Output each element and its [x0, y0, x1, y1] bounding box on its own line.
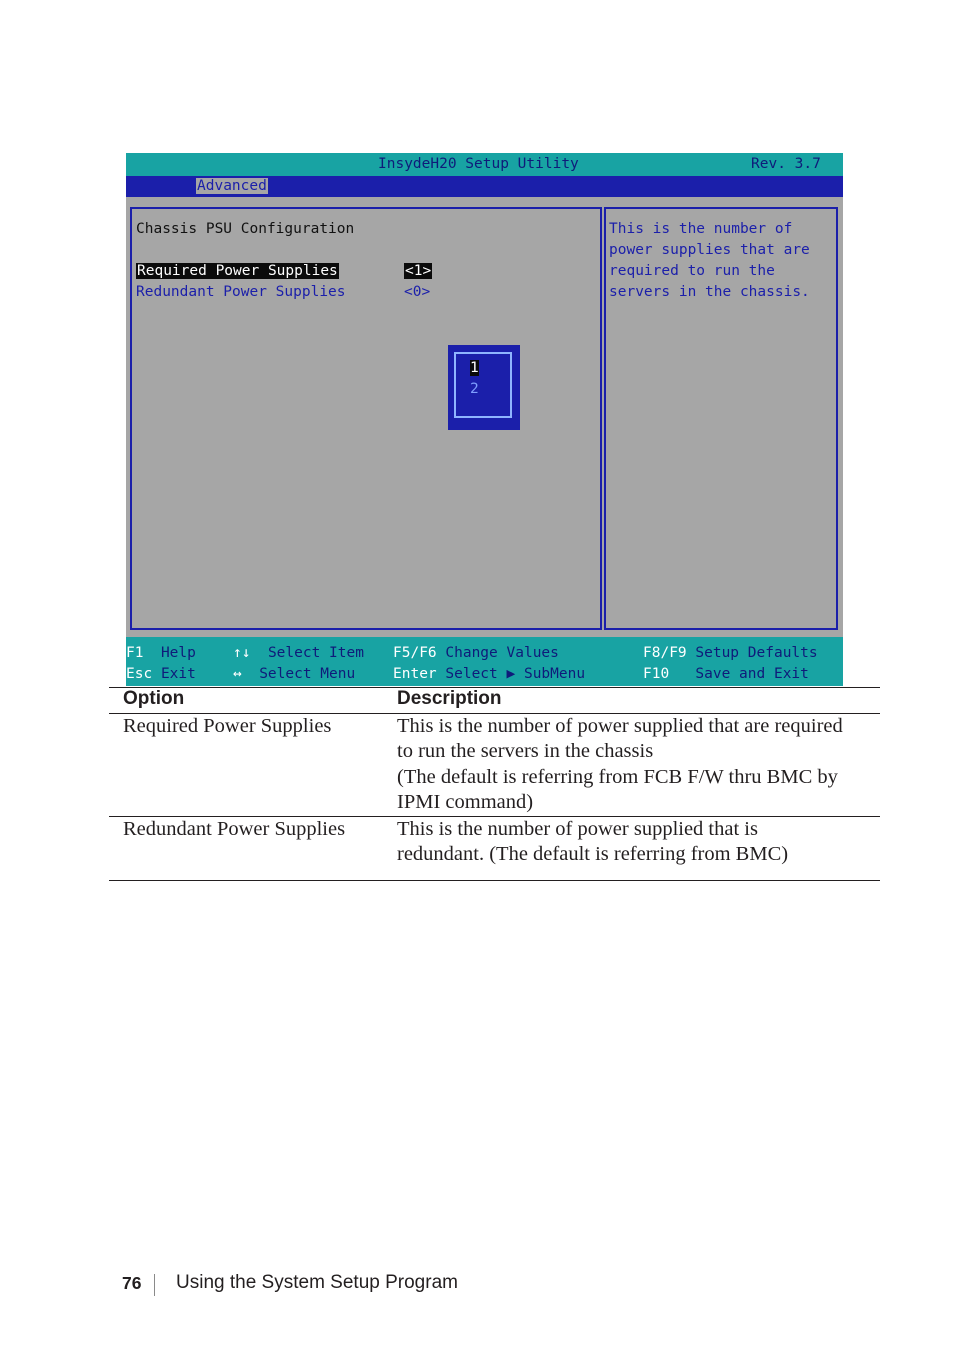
page-number: 76	[122, 1273, 142, 1293]
bios-screenshot	[126, 153, 843, 686]
table-bottom-rule	[109, 880, 880, 881]
header-option: Option	[123, 688, 185, 709]
key-desc: Exit	[160, 666, 196, 682]
row-description-line: IPMI command)	[397, 791, 534, 813]
key-select-menu	[233, 666, 355, 682]
key-desc: Setup Defaults	[695, 645, 818, 661]
help-line: This is the number of	[609, 221, 793, 237]
key-desc: Help	[160, 645, 196, 661]
tab-advanced[interactable]: Advanced	[197, 178, 267, 194]
key-select-submenu	[393, 666, 585, 682]
row-description-line: to run the servers in the chassis	[397, 740, 654, 762]
page-footer-title: Using the System Setup Program	[176, 1272, 458, 1293]
key-desc: Select Menu	[259, 666, 356, 682]
key-desc: Select Item	[267, 645, 364, 661]
section-title: Chassis PSU Configuration	[136, 221, 355, 237]
key-desc: Save and Exit	[695, 666, 809, 682]
help-line: power supplies that are	[609, 242, 810, 258]
bios-key-legend	[126, 637, 843, 686]
key-label: Enter	[393, 666, 437, 682]
bios-help-panel	[604, 207, 838, 630]
key-save-exit	[643, 666, 809, 682]
value-redundant-power-supplies[interactable]: <0>	[404, 284, 431, 300]
row-option: Required Power Supplies	[123, 715, 332, 737]
key-exit	[126, 666, 196, 682]
row-option: Redundant Power Supplies	[123, 818, 346, 840]
option-label: Required Power Supplies	[137, 263, 338, 279]
row-description-line: This is the number of power supplied that is	[397, 818, 758, 840]
key-label: F5/F6	[393, 645, 437, 661]
popup-list	[454, 352, 512, 418]
popup-option-2[interactable]: 2	[470, 381, 479, 397]
option-redundant-power-supplies[interactable]: Redundant Power Supplies	[136, 284, 346, 300]
key-change-values	[393, 645, 559, 661]
option-required-power-supplies[interactable]	[136, 263, 339, 279]
bios-title-bar	[126, 153, 843, 176]
key-select-item	[233, 645, 364, 661]
option-value: <1>	[405, 263, 432, 279]
row-description-line: redundant. (The default is referring from BMC)	[397, 843, 789, 865]
row-description-line: This is the number of power supplied that are required	[397, 715, 843, 737]
row-description-line: (The default is referring from FCB F/W thru BMC by	[397, 766, 838, 788]
key-desc: Select ▶ SubMenu	[445, 666, 586, 682]
key-label: F1	[126, 645, 144, 661]
key-label: Esc	[126, 666, 153, 682]
value-required-power-supplies[interactable]	[404, 263, 432, 279]
key-desc: Change Values	[445, 645, 559, 661]
key-help	[126, 645, 196, 661]
bios-menu-bar	[126, 176, 843, 197]
key-label: ↑↓	[233, 645, 251, 661]
help-line: required to run the	[609, 263, 775, 279]
bios-title: InsydeH20 Setup Utility	[378, 156, 579, 172]
help-line: servers in the chassis.	[609, 284, 810, 300]
key-setup-defaults	[643, 645, 818, 661]
header-description: Description	[397, 688, 502, 709]
key-label: ↔	[233, 666, 242, 682]
footer-separator	[154, 1274, 155, 1296]
bios-revision: Rev. 3.7	[751, 156, 821, 172]
bios-settings-panel	[130, 207, 602, 630]
popup-option-1[interactable]: 1	[470, 360, 479, 376]
key-label: F10	[643, 666, 670, 682]
value-select-popup	[448, 345, 520, 430]
key-label: F8/F9	[643, 645, 687, 661]
